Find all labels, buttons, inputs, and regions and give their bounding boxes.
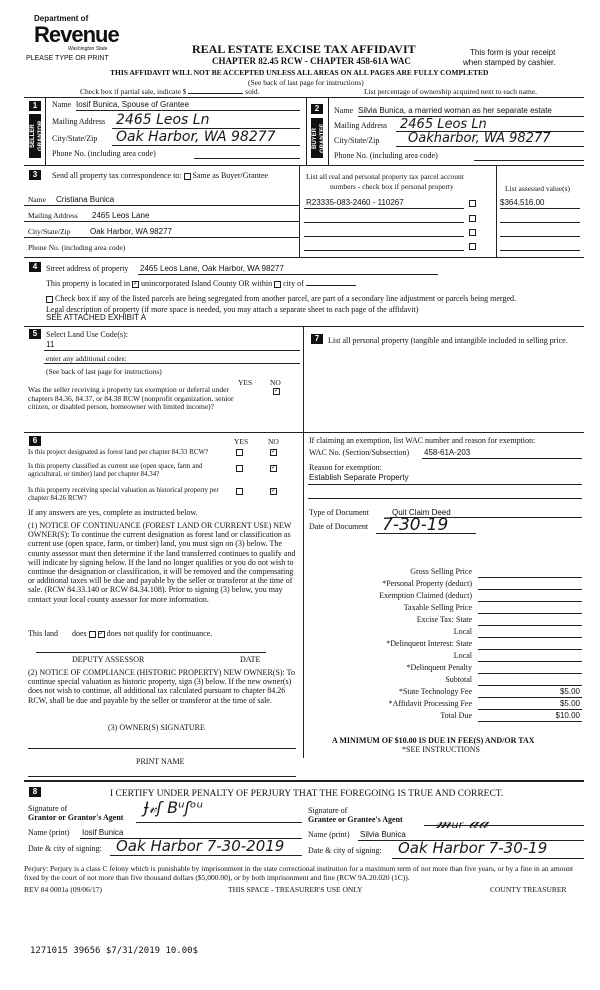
forest-q2-yes[interactable] (236, 465, 243, 472)
print-name-label: PRINT NAME (136, 757, 185, 766)
section-7-badge: 7 (311, 334, 323, 344)
owner-signature-label: (3) OWNER(S) SIGNATURE (108, 723, 205, 732)
notice-continuance: (1) NOTICE OF CONTINUANCE (FOREST LAND OR CURRENT USE) NEW OWNER(S): To continue the current designation as forest land or classification as current use (open space, farm, or timber) land, you must sign on (3) below. The county assessor must then determine if the land transferred continues to qualify and will indicate by signing below. If the land no longer qualifies or you do not wish to continue the designation or classification, it will be removed and the compensating or additional taxes will be due and payable by the seller or transferor at the time of sale. (RCW 84.33.140 or RCW 84.34.108). Prior to signing (3) below, you may contact your local county assessor for more information. (28, 521, 296, 604)
seller-address-label: Mailing Address (52, 117, 106, 126)
does-checkbox[interactable] (89, 631, 96, 638)
forest-if-yes: If any answers are yes, complete as instructed below. (28, 508, 198, 517)
section-5-badge: 5 (29, 329, 41, 339)
located-row (46, 279, 356, 288)
tax-row-label: *Personal Property (deduct) (382, 579, 472, 588)
recording-stamp: 1271015 39656 $7/31/2019 10.00$ (30, 946, 198, 956)
treasurer-use: THIS SPACE - TREASURER'S USE ONLY (228, 885, 363, 894)
street-address[interactable]: 2465 Leos Lane, Oak Harbor, WA 98277 (140, 264, 284, 273)
segregating-row (46, 294, 516, 303)
forest-no: NO (268, 437, 279, 446)
corr-name[interactable]: Cristiana Bunica (56, 195, 115, 204)
grantor-signature[interactable]: Ɉ𝓋ʃ Bᵘʃᵒᵘ (144, 798, 204, 817)
land-use-label: Select Land Use Code(s): (46, 330, 128, 339)
additional-codes-label: enter any additional codes: (46, 354, 127, 363)
segregating-label: Check box if any of the listed parcels are being segregated from another parcel, are part of a secondary line adjustment or parcels being merged. (55, 294, 516, 303)
buyer-name[interactable]: Silvia Bunica, a married woman as her separate estate (358, 106, 552, 115)
corr-address-label: Mailing Address (28, 211, 78, 220)
seller-name-label: Name (52, 100, 72, 109)
buyer-address-label: Mailing Address (334, 121, 388, 130)
notice-compliance: (2) NOTICE OF COMPLIANCE (HISTORIC PROPERTY) NEW OWNER(S): To continue special valuation as historic property, sign (3) below. If the new owner(s) does not wish to continue, all additional tax calculated pursuant to chapter 84.26 RCW, shall be due and payable by the seller or transferor at the time of sale. (28, 668, 295, 705)
deputy-assessor: DEPUTY ASSESSOR (72, 655, 145, 664)
form-title: REAL ESTATE EXCISE TAX AFFIDAVIT (192, 42, 416, 56)
does-not-checkbox[interactable]: ✓ (98, 630, 104, 637)
partial-sale-label: Check box if partial sale, indicate $ (80, 87, 187, 96)
grantee-name-label: Name (print) (308, 830, 350, 839)
continuance-row (28, 629, 212, 638)
forest-q1-yes[interactable] (236, 449, 243, 456)
grantee-date[interactable]: Oak Harbor 7-30-19 (398, 839, 548, 857)
tax-row-label: Local (453, 627, 472, 636)
buyer-phone-label: Phone No. (including area code) (334, 151, 438, 160)
perjury-note: Perjury: Perjury is a class C felony which is punishable by imprisonment in the state correctional institution for a maximum term of not more than five years, or by a fine in an amount fixed by the court of not more than five thousand dollars ($5,000.00), or by both imprisonment and fine (RCW 9A.20.020 (1C)). (24, 864, 574, 882)
reason-value[interactable]: Establish Separate Property (309, 473, 409, 482)
corr-city-label: City/State/Zip (28, 227, 71, 236)
section-3-badge: 3 (29, 170, 41, 180)
does-label: does (72, 629, 87, 638)
personal-property-label: List all personal property (tangible and intangible included in selling price. (328, 336, 568, 345)
grantee-date-label: Date & city of signing: (308, 846, 382, 855)
sold-label: sold. (245, 87, 260, 96)
tax-row-value[interactable]: $5.00 (559, 699, 580, 708)
please-type: PLEASE TYPE OR PRINT (26, 55, 109, 62)
parcel-header-2: numbers - check box if personal property (330, 182, 454, 191)
corr-name-label: Name (28, 195, 46, 204)
land-use-no: NO (270, 378, 281, 387)
forest-q2: Is this property classified as current use (open space, farm and agricultural, or timber) land per chapter 84.34? (28, 462, 203, 478)
parcel-1-checkbox[interactable] (469, 200, 476, 207)
grantor-date[interactable]: Oak Harbor 7-30-2019 (116, 837, 285, 855)
seller-city[interactable]: Oak Harbor, WA 98277 (116, 129, 276, 145)
ownership-pct: List percentage of ownership acquired next to each name. (364, 87, 538, 96)
same-as-buyer-label: Same as Buyer/Grantee (192, 171, 269, 180)
buyer-address[interactable]: 2465 Leos Ln (400, 117, 487, 132)
wac-label: WAC No. (Section/Subsection) (309, 448, 410, 457)
tax-row-label: *Delinquent Interest: State (386, 639, 472, 648)
street-label: Street address of property (46, 264, 129, 273)
wac-value[interactable]: 458-61A-203 (424, 448, 471, 457)
grantor-date-label: Date & city of signing: (28, 844, 102, 853)
logo-dept: Department of (34, 14, 89, 23)
doc-date-value[interactable]: 7-30-19 (382, 515, 449, 535)
grantee-sig-label-2: Grantee or Grantee's Agent (308, 815, 403, 824)
buyer-city-label: City/State/Zip (334, 136, 380, 145)
parcel-2-checkbox[interactable] (469, 215, 476, 222)
warning: THIS AFFIDAVIT WILL NOT BE ACCEPTED UNLESS ALL AREAS ON ALL PAGES ARE FULLY COMPLETED (110, 68, 489, 77)
logo-name: Revenue (34, 22, 119, 47)
seller-name[interactable]: Iosif Bunica, Spouse of Grantee (76, 100, 189, 109)
see-instructions: *SEE INSTRUCTIONS (402, 745, 481, 754)
tax-row-value[interactable]: $10.00 (555, 711, 580, 720)
same-as-buyer-checkbox[interactable] (184, 173, 191, 180)
correspondence-row (52, 171, 268, 180)
forest-q2-no[interactable]: ✓ (271, 465, 277, 471)
assessed-1[interactable]: $364,516.00 (500, 198, 545, 207)
logo-state: Washington State (68, 46, 108, 52)
see-back: (See back of last page for instructions) (248, 78, 364, 87)
section-1-badge: 1 (29, 101, 41, 111)
grantor-name-label: Name (print) (28, 828, 70, 837)
forest-yes: YES (234, 437, 249, 446)
city-of-label: city of (283, 279, 304, 288)
deputy-date: DATE (240, 655, 261, 664)
corr-city[interactable]: Oak Harbor, WA 98277 (90, 227, 172, 236)
exemption-question: Was the seller receiving a property tax exemption or deferral under chapters 84.36, 84.37, or 84.38 RCW (nonprofit organization, senior citizen, or disabled person, homeowner with limited income)? (28, 385, 234, 411)
unincorporated-checkbox[interactable]: ✓ (132, 280, 139, 287)
county-treasurer: COUNTY TREASURER (490, 885, 567, 894)
reason-label: Reason for exemption: (309, 463, 382, 472)
tax-row-label: Excise Tax: State (416, 615, 472, 624)
tax-row-value[interactable]: $5.00 (559, 687, 580, 696)
tax-row-label: Gross Selling Price (410, 567, 472, 576)
tax-row-label: *State Technology Fee (398, 687, 472, 696)
unincorporated-label: unincorporated Island County OR within (140, 279, 273, 288)
forest-q1: Is this project designated as forest land per chapter 84.33 RCW? (28, 448, 209, 456)
exemption-no-checkbox[interactable]: ✓ (274, 388, 280, 394)
seller-city-label: City/State/Zip (52, 134, 98, 143)
tax-row-label: Subtotal (445, 675, 472, 684)
parcel-header-1: List all real and personal property tax parcel account (306, 172, 464, 181)
forest-q1-no[interactable]: ✓ (271, 449, 277, 455)
section-2-badge: 2 (311, 104, 323, 114)
forest-q3: Is this property receiving special valuation as historical property per chapter 84.26 RCW? (28, 486, 219, 502)
minimum-due: A MINIMUM OF $10.00 IS DUE IN FEE(S) AND/OR TAX (332, 736, 535, 745)
correspondence-label: Send all property tax correspondence to: (52, 171, 182, 180)
doc-type-value[interactable]: Quit Claim Deed (392, 508, 451, 517)
legal-desc-value[interactable]: SEE ATTACHED EXHIBIT A (46, 313, 147, 322)
land-use-yes: YES (238, 378, 253, 387)
located-label: This property is located in (46, 279, 130, 288)
form-subtitle: CHAPTER 82.45 RCW - CHAPTER 458-61A WAC (212, 56, 411, 66)
forest-q3-yes[interactable] (236, 488, 243, 495)
corr-phone-label: Phone No. (including area code) (28, 243, 126, 252)
tax-row-label: Taxable Selling Price (403, 603, 472, 612)
grantor-sig-label-1: Signature of (28, 804, 68, 813)
buyer-city[interactable]: Oakharbor, WA 98277 (408, 131, 551, 146)
claim-exemption-label: If claiming an exemption, list WAC number and reason for exemption: (309, 436, 536, 445)
buyer-name-label: Name (334, 106, 354, 115)
grantee-sig-label-1: Signature of (308, 806, 348, 815)
tax-row-label: Total Due (440, 711, 472, 720)
partial-sale-row (80, 87, 260, 96)
grantee-signature[interactable]: 𝓂ᵤᵣ 𝒶𝒶 (436, 812, 489, 833)
grantee-name[interactable]: Silvia Bunica (360, 830, 406, 839)
land-use-code[interactable]: 11 (46, 340, 55, 349)
form-number: REV 84 0001a (09/06/17) (24, 885, 102, 894)
section-4-badge: 4 (29, 262, 41, 272)
corr-address[interactable]: 2465 Leos Lane (92, 211, 150, 220)
forest-q3-no[interactable]: ✓ (271, 488, 277, 494)
parcel-4-checkbox[interactable] (469, 243, 476, 250)
tax-row-label: *Delinquent Penalty (406, 663, 472, 672)
section-6-badge: 6 (29, 436, 41, 446)
seller-address[interactable]: 2465 Leos Ln (116, 112, 210, 128)
parcel-1[interactable]: R23335-083-2460 - 110267 (306, 198, 404, 207)
parcel-3-checkbox[interactable] (469, 229, 476, 236)
legal-desc-label: Legal description of property (if more space is needed, you may attach a separate sheet to each page of the affidavit) (46, 305, 419, 314)
certify-statement: I CERTIFY UNDER PENALTY OF PERJURY THAT THE FOREGOING IS TRUE AND CORRECT. (110, 789, 504, 799)
segregating-checkbox[interactable] (46, 296, 53, 303)
receipt-note-2: when stamped by cashier. (463, 58, 556, 67)
tax-row-label: Exemption Claimed (deduct) (379, 591, 472, 600)
grantor-sig-label-2: Grantor or Grantor's Agent (28, 813, 124, 822)
this-land-label: This land (28, 629, 58, 638)
grantor-name[interactable]: Iosif Bunica (82, 828, 124, 837)
buyer-side-label: BUYER GRANTEE (311, 118, 323, 158)
doc-type-label: Type of Document (309, 508, 369, 517)
section-8-badge: 8 (29, 787, 41, 797)
seller-phone-label: Phone No. (including area code) (52, 149, 156, 158)
land-use-see-back: (See back of last page for instructions) (46, 367, 162, 376)
tax-row-label: Local (453, 651, 472, 660)
assessed-header: List assessed value(s) (505, 184, 570, 193)
receipt-note-1: This form is your receipt (470, 48, 556, 57)
city-checkbox[interactable] (274, 281, 281, 288)
doc-date-label: Date of Document (309, 522, 369, 531)
does-not-label: does not qualify for continuance. (106, 629, 213, 638)
tax-row-label: *Affidavit Processing Fee (388, 699, 472, 708)
seller-side-label: SELLER GRANTOR (29, 114, 41, 158)
